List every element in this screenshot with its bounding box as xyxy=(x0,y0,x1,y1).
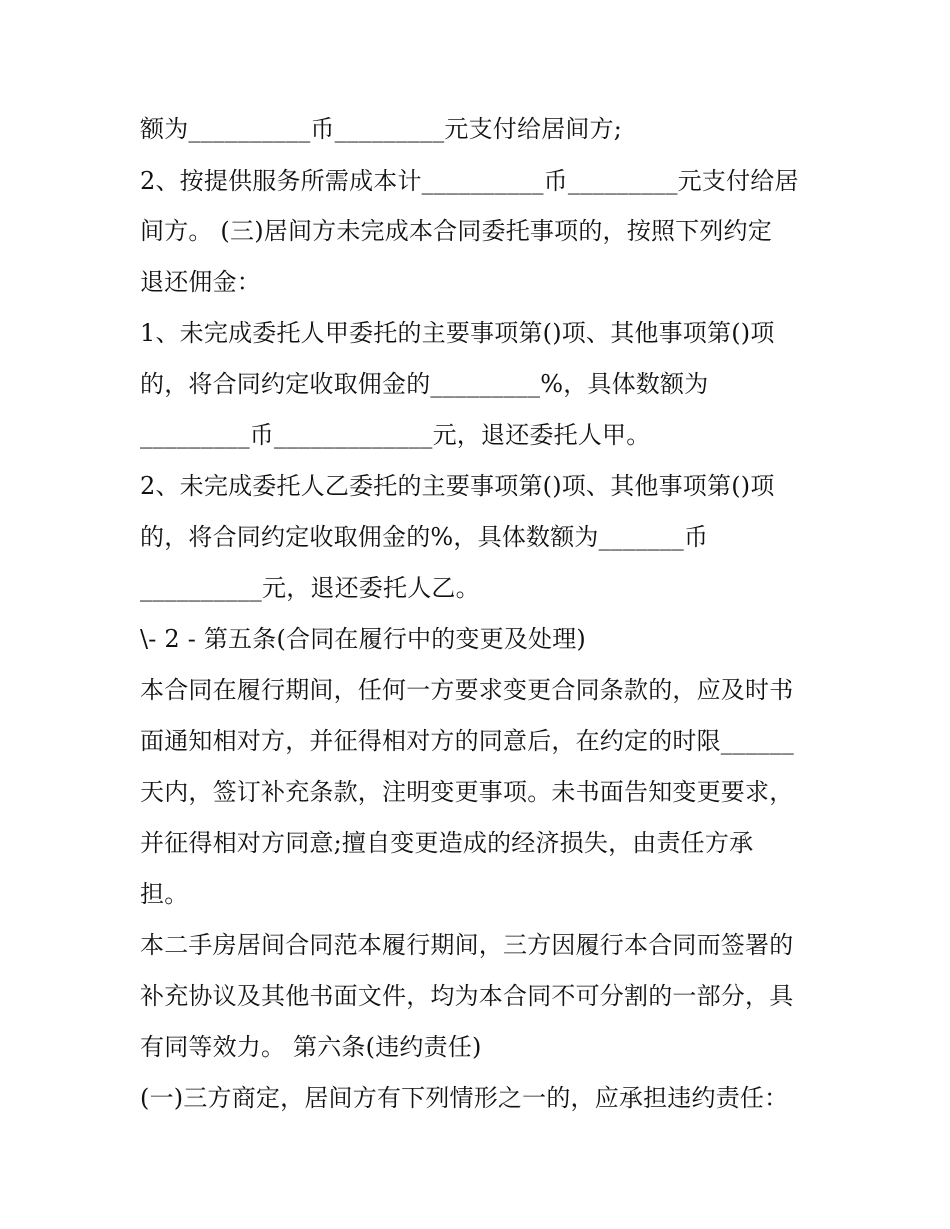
text-line: 的，将合同约定收取佣金的_________%，具体数额为 xyxy=(140,370,709,398)
text-line: 担。 xyxy=(140,880,189,908)
text-line: 退还佣金： xyxy=(140,268,261,296)
text-line: 并征得相对方同意;擅自变更造成的经济损失，由责任方承 xyxy=(140,829,754,857)
text-line: 2、未完成委托人乙委托的主要事项第()项、其他事项第()项 xyxy=(140,472,775,500)
text-line: (一)三方商定，居间方有下列情形之一的，应承担违约责任： xyxy=(140,1084,789,1112)
text-line: 本二手房居间合同范本履行期间，三方因履行本合同而签署的 xyxy=(140,931,794,959)
text-line: 1、未完成委托人甲委托的主要事项第()项、其他事项第()项 xyxy=(140,319,775,347)
text-line: 补充协议及其他书面文件，均为本合同不可分割的一部分，具 xyxy=(140,982,794,1010)
text-line: 2、按提供服务所需成本计__________币_________元支付给居 xyxy=(140,167,799,195)
text-line: 额为__________币_________元支付给居间方; xyxy=(140,115,623,143)
text-line: 间方。 (三)居间方未完成本合同委托事项的，按照下列约定 xyxy=(140,217,772,245)
text-line: 本合同在履行期间，任何一方要求变更合同条款的，应及时书 xyxy=(140,676,794,704)
text-line: 天内，签订补充条款，注明变更事项。未书面告知变更要求， xyxy=(140,778,794,806)
text-line: 面通知相对方，并征得相对方的同意后，在约定的时限______ xyxy=(140,727,794,755)
text-line: 有同等效力。 第六条(违约责任) xyxy=(140,1033,482,1061)
text-line: __________元，退还委托人乙。 xyxy=(140,574,480,602)
text-line: _________币_____________元，退还委托人甲。 xyxy=(140,421,651,449)
text-line: 的，将合同约定收取佣金的%，具体数额为_______币 xyxy=(140,523,709,551)
section-heading: \- 2 - 第五条(合同在履行中的变更及处理) xyxy=(140,625,586,653)
